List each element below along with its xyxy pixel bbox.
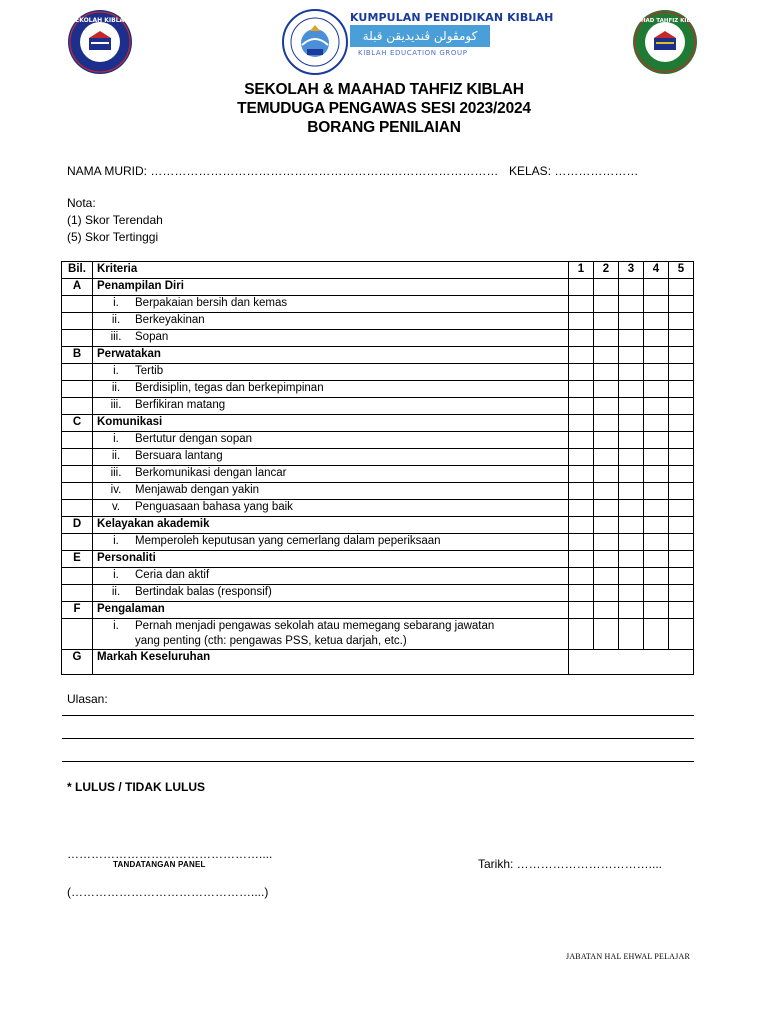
criterion-row: [62, 500, 694, 517]
section-E-score-1-cell[interactable]: [569, 551, 594, 568]
criterion-row: [62, 432, 694, 449]
criterion-cell: [93, 619, 569, 650]
criterion-score-4-cell[interactable]: [644, 585, 669, 602]
criterion-bil-cell: [62, 381, 93, 398]
section-D-score-2-cell[interactable]: [594, 517, 619, 534]
criterion-score-3-cell[interactable]: [619, 568, 644, 585]
criterion-cell: [93, 432, 569, 449]
criterion-score-2-cell[interactable]: [594, 364, 619, 381]
criterion-score-4-cell[interactable]: [644, 466, 669, 483]
criterion-text: Berpakaian bersih dan kemas: [135, 297, 288, 309]
criterion-score-1-cell[interactable]: [569, 381, 594, 398]
criterion-row: [62, 296, 694, 313]
section-title: Kelayakan akademik: [93, 517, 569, 534]
criterion-score-2-cell[interactable]: [594, 483, 619, 500]
section-D-score-4-cell[interactable]: [644, 517, 669, 534]
criterion-score-3-cell[interactable]: [619, 296, 644, 313]
left-logo-ring-text: SEKOLAH KIBLAH: [70, 17, 130, 24]
criterion-cell: [93, 483, 569, 500]
section-C-score-1-cell[interactable]: [569, 415, 594, 432]
criterion-score-3-cell[interactable]: [619, 534, 644, 551]
note-heading: Nota:: [67, 196, 96, 210]
criterion-cell: [93, 330, 569, 347]
criterion-row: [62, 313, 694, 330]
criterion-bil-cell: [62, 364, 93, 381]
section-F-score-4-cell[interactable]: [644, 602, 669, 619]
criterion-score-3-cell[interactable]: [619, 364, 644, 381]
section-B-score-4-cell[interactable]: [644, 347, 669, 364]
criterion-score-1-cell[interactable]: [569, 466, 594, 483]
section-C-score-2-cell[interactable]: [594, 415, 619, 432]
section-B-score-3-cell[interactable]: [619, 347, 644, 364]
section-D-score-1-cell[interactable]: [569, 517, 594, 534]
section-code: A: [62, 279, 93, 296]
criterion-number: ii.: [111, 382, 121, 394]
criterion-number: i.: [113, 535, 119, 547]
section-code: B: [62, 347, 93, 364]
criterion-score-2-cell[interactable]: [594, 619, 619, 650]
title-line-1: SEKOLAH & MAAHAD TAHFIZ KIBLAH: [244, 81, 524, 98]
criterion-score-2-cell[interactable]: [594, 432, 619, 449]
header-score-1: 1: [569, 262, 594, 279]
criterion-number: ii.: [111, 450, 121, 462]
criterion-cell: [93, 296, 569, 313]
criterion-score-1-cell[interactable]: [569, 364, 594, 381]
section-code: E: [62, 551, 93, 568]
section-F-score-1-cell[interactable]: [569, 602, 594, 619]
header-score-4: 4: [644, 262, 669, 279]
criterion-cell: [93, 466, 569, 483]
section-A-score-2-cell[interactable]: [594, 279, 619, 296]
section-A-score-4-cell[interactable]: [644, 279, 669, 296]
section-C-score-5-cell[interactable]: [669, 415, 694, 432]
criterion-cell: [93, 534, 569, 551]
section-code: C: [62, 415, 93, 432]
criterion-cell: [93, 585, 569, 602]
criterion-score-1-cell[interactable]: [569, 313, 594, 330]
section-row: [62, 415, 694, 432]
criterion-score-5-cell[interactable]: [669, 483, 694, 500]
criterion-row: [62, 619, 694, 650]
department-footer: JABATAN HAL EHWAL PELAJAR: [566, 952, 690, 961]
criterion-text: Sopan: [135, 331, 169, 343]
section-A-score-5-cell[interactable]: [669, 279, 694, 296]
criterion-text: Ceria dan aktif: [135, 569, 210, 581]
criterion-score-4-cell[interactable]: [644, 364, 669, 381]
criterion-score-3-cell[interactable]: [619, 585, 644, 602]
criterion-score-5-cell[interactable]: [669, 432, 694, 449]
section-E-score-3-cell[interactable]: [619, 551, 644, 568]
section-C-score-4-cell[interactable]: [644, 415, 669, 432]
criterion-score-2-cell[interactable]: [594, 585, 619, 602]
criterion-score-4-cell[interactable]: [644, 568, 669, 585]
criterion-cell: [93, 398, 569, 415]
section-title: Perwatakan: [93, 347, 569, 364]
assessment-table: [61, 261, 694, 675]
criterion-score-4-cell[interactable]: [644, 330, 669, 347]
criterion-score-1-cell[interactable]: [569, 398, 594, 415]
criterion-cell: [93, 568, 569, 585]
criterion-text: Pernah menjadi pengawas sekolah atau memegang sebarang jawatan: [135, 620, 495, 632]
criterion-score-5-cell[interactable]: [669, 296, 694, 313]
criterion-score-5-cell[interactable]: [669, 381, 694, 398]
criterion-score-1-cell[interactable]: [569, 483, 594, 500]
criterion-bil-cell: [62, 449, 93, 466]
criterion-score-2-cell[interactable]: [594, 313, 619, 330]
criterion-text: Bersuara lantang: [135, 450, 223, 462]
criterion-score-4-cell[interactable]: [644, 619, 669, 650]
criterion-score-5-cell[interactable]: [669, 398, 694, 415]
section-D-score-5-cell[interactable]: [669, 517, 694, 534]
section-F-score-5-cell[interactable]: [669, 602, 694, 619]
criterion-number: i.: [113, 433, 119, 445]
section-code: F: [62, 602, 93, 619]
criterion-score-5-cell[interactable]: [669, 619, 694, 650]
header-score-5: 5: [669, 262, 694, 279]
criterion-score-5-cell[interactable]: [669, 364, 694, 381]
criterion-number: i.: [113, 620, 119, 632]
criterion-score-2-cell[interactable]: [594, 398, 619, 415]
criterion-score-4-cell[interactable]: [644, 449, 669, 466]
criterion-score-5-cell[interactable]: [669, 466, 694, 483]
criterion-number: iv.: [110, 484, 122, 496]
section-E-score-5-cell[interactable]: [669, 551, 694, 568]
header-score-3: 3: [619, 262, 644, 279]
section-title: Komunikasi: [93, 415, 569, 432]
criterion-number: iii.: [110, 467, 122, 479]
section-row: [62, 551, 694, 568]
criterion-cell: [93, 313, 569, 330]
section-F-score-3-cell[interactable]: [619, 602, 644, 619]
criterion-number: ii.: [111, 586, 121, 598]
header-score-2: 2: [594, 262, 619, 279]
section-code: D: [62, 517, 93, 534]
criterion-row: [62, 398, 694, 415]
section-F-score-2-cell[interactable]: [594, 602, 619, 619]
criterion-bil-cell: [62, 534, 93, 551]
table-header-row: [62, 262, 694, 279]
criterion-score-3-cell[interactable]: [619, 466, 644, 483]
criterion-text: Berkeyakinan: [135, 314, 205, 326]
panel-name-field[interactable]: (………………………………………....): [67, 885, 269, 899]
total-title: Markah Keseluruhan: [93, 650, 569, 675]
criterion-cell: [93, 364, 569, 381]
criterion-text: Tertib: [135, 365, 164, 377]
criterion-score-4-cell[interactable]: [644, 432, 669, 449]
total-row: [62, 650, 694, 675]
criterion-number: iii.: [110, 331, 122, 343]
header-kriteria: Kriteria: [93, 262, 569, 279]
note-lowest-score: (1) Skor Terendah: [67, 213, 163, 227]
review-line-1[interactable]: [62, 715, 694, 716]
section-title: Pengalaman: [93, 602, 569, 619]
criterion-score-3-cell[interactable]: [619, 483, 644, 500]
section-title: Penampilan Diri: [93, 279, 569, 296]
section-A-score-1-cell[interactable]: [569, 279, 594, 296]
criterion-score-4-cell[interactable]: [644, 381, 669, 398]
criterion-bil-cell: [62, 466, 93, 483]
section-A-score-3-cell[interactable]: [619, 279, 644, 296]
criterion-score-1-cell[interactable]: [569, 500, 594, 517]
criterion-score-1-cell[interactable]: [569, 330, 594, 347]
criterion-text-continued: yang penting (cth: pengawas PSS, ketua darjah, etc.): [135, 635, 407, 647]
criterion-text: Menjawab dengan yakin: [135, 484, 260, 496]
result-options[interactable]: * LULUS / TIDAK LULUS: [67, 780, 205, 794]
criterion-number: v.: [111, 501, 121, 513]
criterion-score-2-cell[interactable]: [594, 381, 619, 398]
criterion-number: i.: [113, 365, 119, 377]
criterion-text: Bertindak balas (responsif): [135, 586, 272, 598]
criterion-score-3-cell[interactable]: [619, 432, 644, 449]
center-logo-subtitle: KIBLAH EDUCATION GROUP: [358, 49, 468, 57]
criterion-bil-cell: [62, 296, 93, 313]
header-bil: Bil.: [62, 262, 93, 279]
signature-caption: TANDATANGAN PANEL: [113, 860, 206, 869]
criterion-bil-cell: [62, 619, 93, 650]
criterion-score-5-cell[interactable]: [669, 500, 694, 517]
section-B-score-2-cell[interactable]: [594, 347, 619, 364]
section-B-score-5-cell[interactable]: [669, 347, 694, 364]
criterion-row: [62, 568, 694, 585]
criterion-bil-cell: [62, 568, 93, 585]
criterion-text: Penguasaan bahasa yang baik: [135, 501, 293, 513]
criterion-score-5-cell[interactable]: [669, 534, 694, 551]
criterion-score-2-cell[interactable]: [594, 568, 619, 585]
criterion-score-3-cell[interactable]: [619, 449, 644, 466]
criterion-row: [62, 330, 694, 347]
criterion-bil-cell: [62, 398, 93, 415]
note-highest-score: (5) Skor Tertinggi: [67, 230, 159, 244]
kiblah-education-group-logo: [282, 9, 554, 75]
criterion-text: Memperoleh keputusan yang cemerlang dalam peperiksaan: [135, 535, 441, 547]
section-row: [62, 347, 694, 364]
criterion-score-1-cell[interactable]: [569, 449, 594, 466]
center-logo-name: KUMPULAN PENDIDIKAN KIBLAH: [350, 11, 554, 24]
criterion-score-2-cell[interactable]: [594, 534, 619, 551]
criterion-score-1-cell[interactable]: [569, 534, 594, 551]
criterion-score-3-cell[interactable]: [619, 619, 644, 650]
criterion-cell: [93, 381, 569, 398]
criterion-score-4-cell[interactable]: [644, 296, 669, 313]
review-label: Ulasan:: [67, 692, 108, 706]
criterion-bil-cell: [62, 483, 93, 500]
criterion-row: [62, 364, 694, 381]
criterion-score-4-cell[interactable]: [644, 398, 669, 415]
title-line-2: TEMUDUGA PENGAWAS SESI 2023/2024: [237, 100, 531, 117]
criterion-number: i.: [113, 569, 119, 581]
criterion-text: Bertutur dengan sopan: [135, 433, 253, 445]
criterion-text: Berfikiran matang: [135, 399, 226, 411]
date-field[interactable]: Tarikh: ……………………………....: [478, 857, 663, 871]
criterion-text: Berkomunikasi dengan lancar: [135, 467, 287, 479]
criterion-row: [62, 381, 694, 398]
criterion-score-5-cell[interactable]: [669, 585, 694, 602]
criterion-number: ii.: [111, 314, 121, 326]
criterion-row: [62, 585, 694, 602]
criterion-score-4-cell[interactable]: [644, 313, 669, 330]
criterion-score-1-cell[interactable]: [569, 296, 594, 313]
class-field[interactable]: KELAS: …………………: [509, 164, 639, 178]
criterion-score-1-cell[interactable]: [569, 585, 594, 602]
criterion-score-1-cell[interactable]: [569, 568, 594, 585]
criterion-score-4-cell[interactable]: [644, 500, 669, 517]
section-row: [62, 602, 694, 619]
criterion-score-3-cell[interactable]: [619, 398, 644, 415]
criterion-score-3-cell[interactable]: [619, 500, 644, 517]
section-title: Personaliti: [93, 551, 569, 568]
criterion-score-4-cell[interactable]: [644, 534, 669, 551]
sekolah-kiblah-logo: [67, 9, 133, 75]
criterion-score-5-cell[interactable]: [669, 330, 694, 347]
maahad-tahfiz-kiblah-logo: [626, 9, 704, 75]
criterion-bil-cell: [62, 330, 93, 347]
right-logo-ring-text: MAAHAD TAHFIZ KIBLAH: [626, 18, 704, 24]
criterion-score-5-cell[interactable]: [669, 449, 694, 466]
criterion-score-5-cell[interactable]: [669, 313, 694, 330]
section-row: [62, 517, 694, 534]
criterion-row: [62, 466, 694, 483]
review-line-3[interactable]: [62, 761, 694, 762]
criterion-row: [62, 534, 694, 551]
section-E-score-4-cell[interactable]: [644, 551, 669, 568]
criterion-score-2-cell[interactable]: [594, 500, 619, 517]
criterion-score-1-cell[interactable]: [569, 619, 594, 650]
total-score-cell[interactable]: [569, 650, 694, 675]
section-D-score-3-cell[interactable]: [619, 517, 644, 534]
section-B-score-1-cell[interactable]: [569, 347, 594, 364]
criterion-number: iii.: [110, 399, 122, 411]
section-C-score-3-cell[interactable]: [619, 415, 644, 432]
criterion-score-2-cell[interactable]: [594, 449, 619, 466]
criterion-score-2-cell[interactable]: [594, 466, 619, 483]
criterion-score-3-cell[interactable]: [619, 381, 644, 398]
center-logo-arabic: كومڤولن ڤنديديقن قبلة: [350, 25, 490, 47]
criterion-row: [62, 449, 694, 466]
criterion-score-2-cell[interactable]: [594, 330, 619, 347]
section-row: [62, 279, 694, 296]
student-name-field[interactable]: NAMA MURID: ……………………………………………………………………………: [67, 164, 499, 178]
total-code: G: [62, 650, 93, 675]
criterion-text: Berdisiplin, tegas dan berkepimpinan: [135, 382, 324, 394]
criterion-bil-cell: [62, 500, 93, 517]
signature-line[interactable]: …………………………………………....: [67, 847, 273, 861]
criterion-number-spacer: [97, 634, 135, 649]
criterion-row: [62, 483, 694, 500]
criterion-score-2-cell[interactable]: [594, 296, 619, 313]
document-title: [0, 80, 768, 137]
criterion-bil-cell: [62, 313, 93, 330]
criterion-number: i.: [113, 297, 119, 309]
section-E-score-2-cell[interactable]: [594, 551, 619, 568]
criterion-cell: [93, 500, 569, 517]
title-line-3: BORANG PENILAIAN: [307, 119, 461, 136]
review-line-2[interactable]: [62, 738, 694, 739]
criterion-score-3-cell[interactable]: [619, 330, 644, 347]
criterion-bil-cell: [62, 432, 93, 449]
criterion-score-5-cell[interactable]: [669, 568, 694, 585]
criterion-cell: [93, 449, 569, 466]
criterion-score-1-cell[interactable]: [569, 432, 594, 449]
criterion-bil-cell: [62, 585, 93, 602]
criterion-score-4-cell[interactable]: [644, 483, 669, 500]
criterion-score-3-cell[interactable]: [619, 313, 644, 330]
